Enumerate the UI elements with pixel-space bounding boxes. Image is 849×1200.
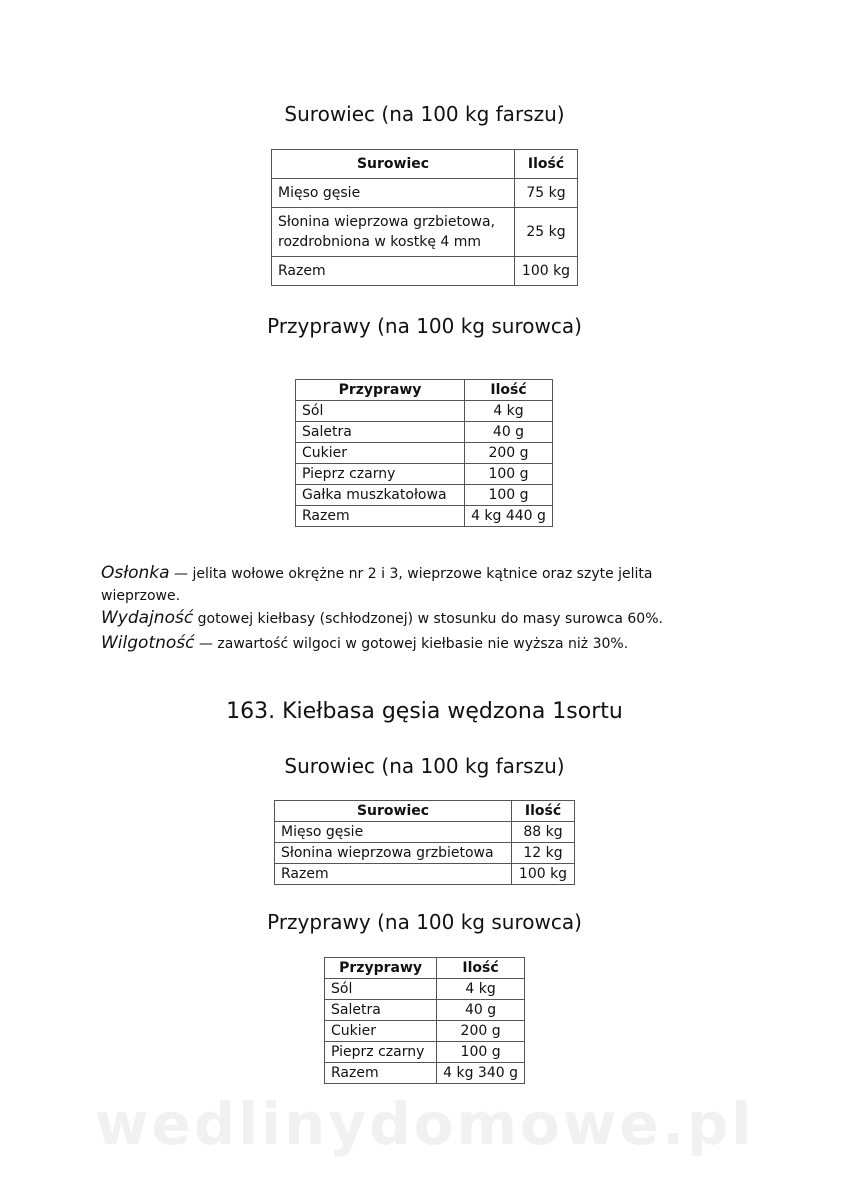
spice-name: Cukier bbox=[325, 1021, 437, 1042]
note-text: — jelita wołowe okrężne nr 2 i 3, wieprzowe kątnice oraz szyte jelita wieprzowe. bbox=[101, 566, 653, 604]
ingredient-name: Mięso gęsie bbox=[275, 822, 512, 843]
spice-quantity: 40 g bbox=[437, 1000, 525, 1021]
ingredient-name: Słonina wieprzowa grzbietowa bbox=[275, 843, 512, 864]
spice-name: Pieprz czarny bbox=[325, 1042, 437, 1063]
spice-quantity: 200 g bbox=[465, 443, 553, 464]
table-row bbox=[272, 257, 578, 286]
note-text: gotowej kiełbasy (schłodzonej) w stosunku do masy surowca 60%. bbox=[193, 611, 663, 627]
note-term: Wilgotność bbox=[101, 633, 195, 653]
raw-material-heading-1: Surowiec (na 100 kg farszu) bbox=[284, 102, 565, 126]
note-text: — zawartość wilgoci w gotowej kiełbasie nie wyższa niż 30%. bbox=[194, 636, 629, 652]
ingredient-name: Mięso gęsie bbox=[272, 179, 515, 208]
casing-note bbox=[101, 562, 721, 607]
ingredient-name: Razem bbox=[272, 257, 515, 286]
raw-material-heading-2: Surowiec (na 100 kg farszu) bbox=[284, 754, 565, 778]
ingredient-name: Razem bbox=[275, 864, 512, 885]
spice-quantity: 4 kg bbox=[465, 401, 553, 422]
column-header: Przyprawy bbox=[325, 958, 437, 979]
spice-quantity: 100 g bbox=[465, 485, 553, 506]
table-row bbox=[296, 422, 553, 443]
table-header-row bbox=[296, 380, 553, 401]
table-row bbox=[296, 401, 553, 422]
spices-table-2 bbox=[324, 957, 525, 1084]
table-row bbox=[296, 464, 553, 485]
table-row bbox=[325, 1042, 525, 1063]
table-row bbox=[272, 179, 578, 208]
spice-quantity: 100 g bbox=[465, 464, 553, 485]
ingredient-quantity: 25 kg bbox=[515, 208, 578, 257]
spice-name: Cukier bbox=[296, 443, 465, 464]
table-row bbox=[275, 822, 575, 843]
spices-table-1 bbox=[295, 379, 553, 527]
table-row bbox=[296, 506, 553, 527]
recipe-title: 163. Kiełbasa gęsia wędzona 1sortu bbox=[226, 699, 623, 724]
column-header: Surowiec bbox=[275, 801, 512, 822]
spices-heading-2: Przyprawy (na 100 kg surowca) bbox=[267, 910, 582, 934]
table-row bbox=[275, 864, 575, 885]
column-header: Przyprawy bbox=[296, 380, 465, 401]
spice-name: Razem bbox=[296, 506, 465, 527]
column-header: Surowiec bbox=[272, 150, 515, 179]
moisture-note bbox=[101, 632, 721, 655]
spice-quantity: 200 g bbox=[437, 1021, 525, 1042]
table-row bbox=[275, 843, 575, 864]
ingredient-quantity: 100 kg bbox=[512, 864, 575, 885]
raw-material-table-1 bbox=[271, 149, 578, 286]
spice-quantity: 4 kg bbox=[437, 979, 525, 1000]
column-header: Ilość bbox=[515, 150, 578, 179]
spice-quantity: 100 g bbox=[437, 1042, 525, 1063]
column-header: Ilość bbox=[465, 380, 553, 401]
table-row bbox=[325, 1021, 525, 1042]
table-header-row bbox=[272, 150, 578, 179]
table-row bbox=[325, 979, 525, 1000]
spice-name: Saletra bbox=[325, 1000, 437, 1021]
column-header: Ilość bbox=[512, 801, 575, 822]
table-row bbox=[325, 1000, 525, 1021]
note-term: Osłonka bbox=[101, 563, 170, 583]
ingredient-quantity: 12 kg bbox=[512, 843, 575, 864]
table-row bbox=[325, 1063, 525, 1084]
ingredient-quantity: 88 kg bbox=[512, 822, 575, 843]
spice-quantity: 4 kg 440 g bbox=[465, 506, 553, 527]
table-row bbox=[296, 485, 553, 506]
ingredient-quantity: 75 kg bbox=[515, 179, 578, 208]
spice-name: Sól bbox=[296, 401, 465, 422]
site-watermark: wedlinydomowe.pl bbox=[94, 1090, 755, 1158]
spice-quantity: 40 g bbox=[465, 422, 553, 443]
yield-note bbox=[101, 607, 721, 630]
note-term: Wydajność bbox=[101, 608, 194, 628]
spice-name: Pieprz czarny bbox=[296, 464, 465, 485]
ingredient-quantity: 100 kg bbox=[515, 257, 578, 286]
table-row bbox=[296, 443, 553, 464]
spice-quantity: 4 kg 340 g bbox=[437, 1063, 525, 1084]
spice-name: Saletra bbox=[296, 422, 465, 443]
table-header-row bbox=[275, 801, 575, 822]
spice-name: Razem bbox=[325, 1063, 437, 1084]
ingredient-name: Słonina wieprzowa grzbietowa, rozdrobniona w kostkę 4 mm bbox=[272, 208, 515, 257]
spices-heading-1: Przyprawy (na 100 kg surowca) bbox=[267, 314, 582, 338]
raw-material-table-2 bbox=[274, 800, 575, 885]
spice-name: Gałka muszkatołowa bbox=[296, 485, 465, 506]
table-header-row bbox=[325, 958, 525, 979]
spice-name: Sól bbox=[325, 979, 437, 1000]
table-row bbox=[272, 208, 578, 257]
column-header: Ilość bbox=[437, 958, 525, 979]
